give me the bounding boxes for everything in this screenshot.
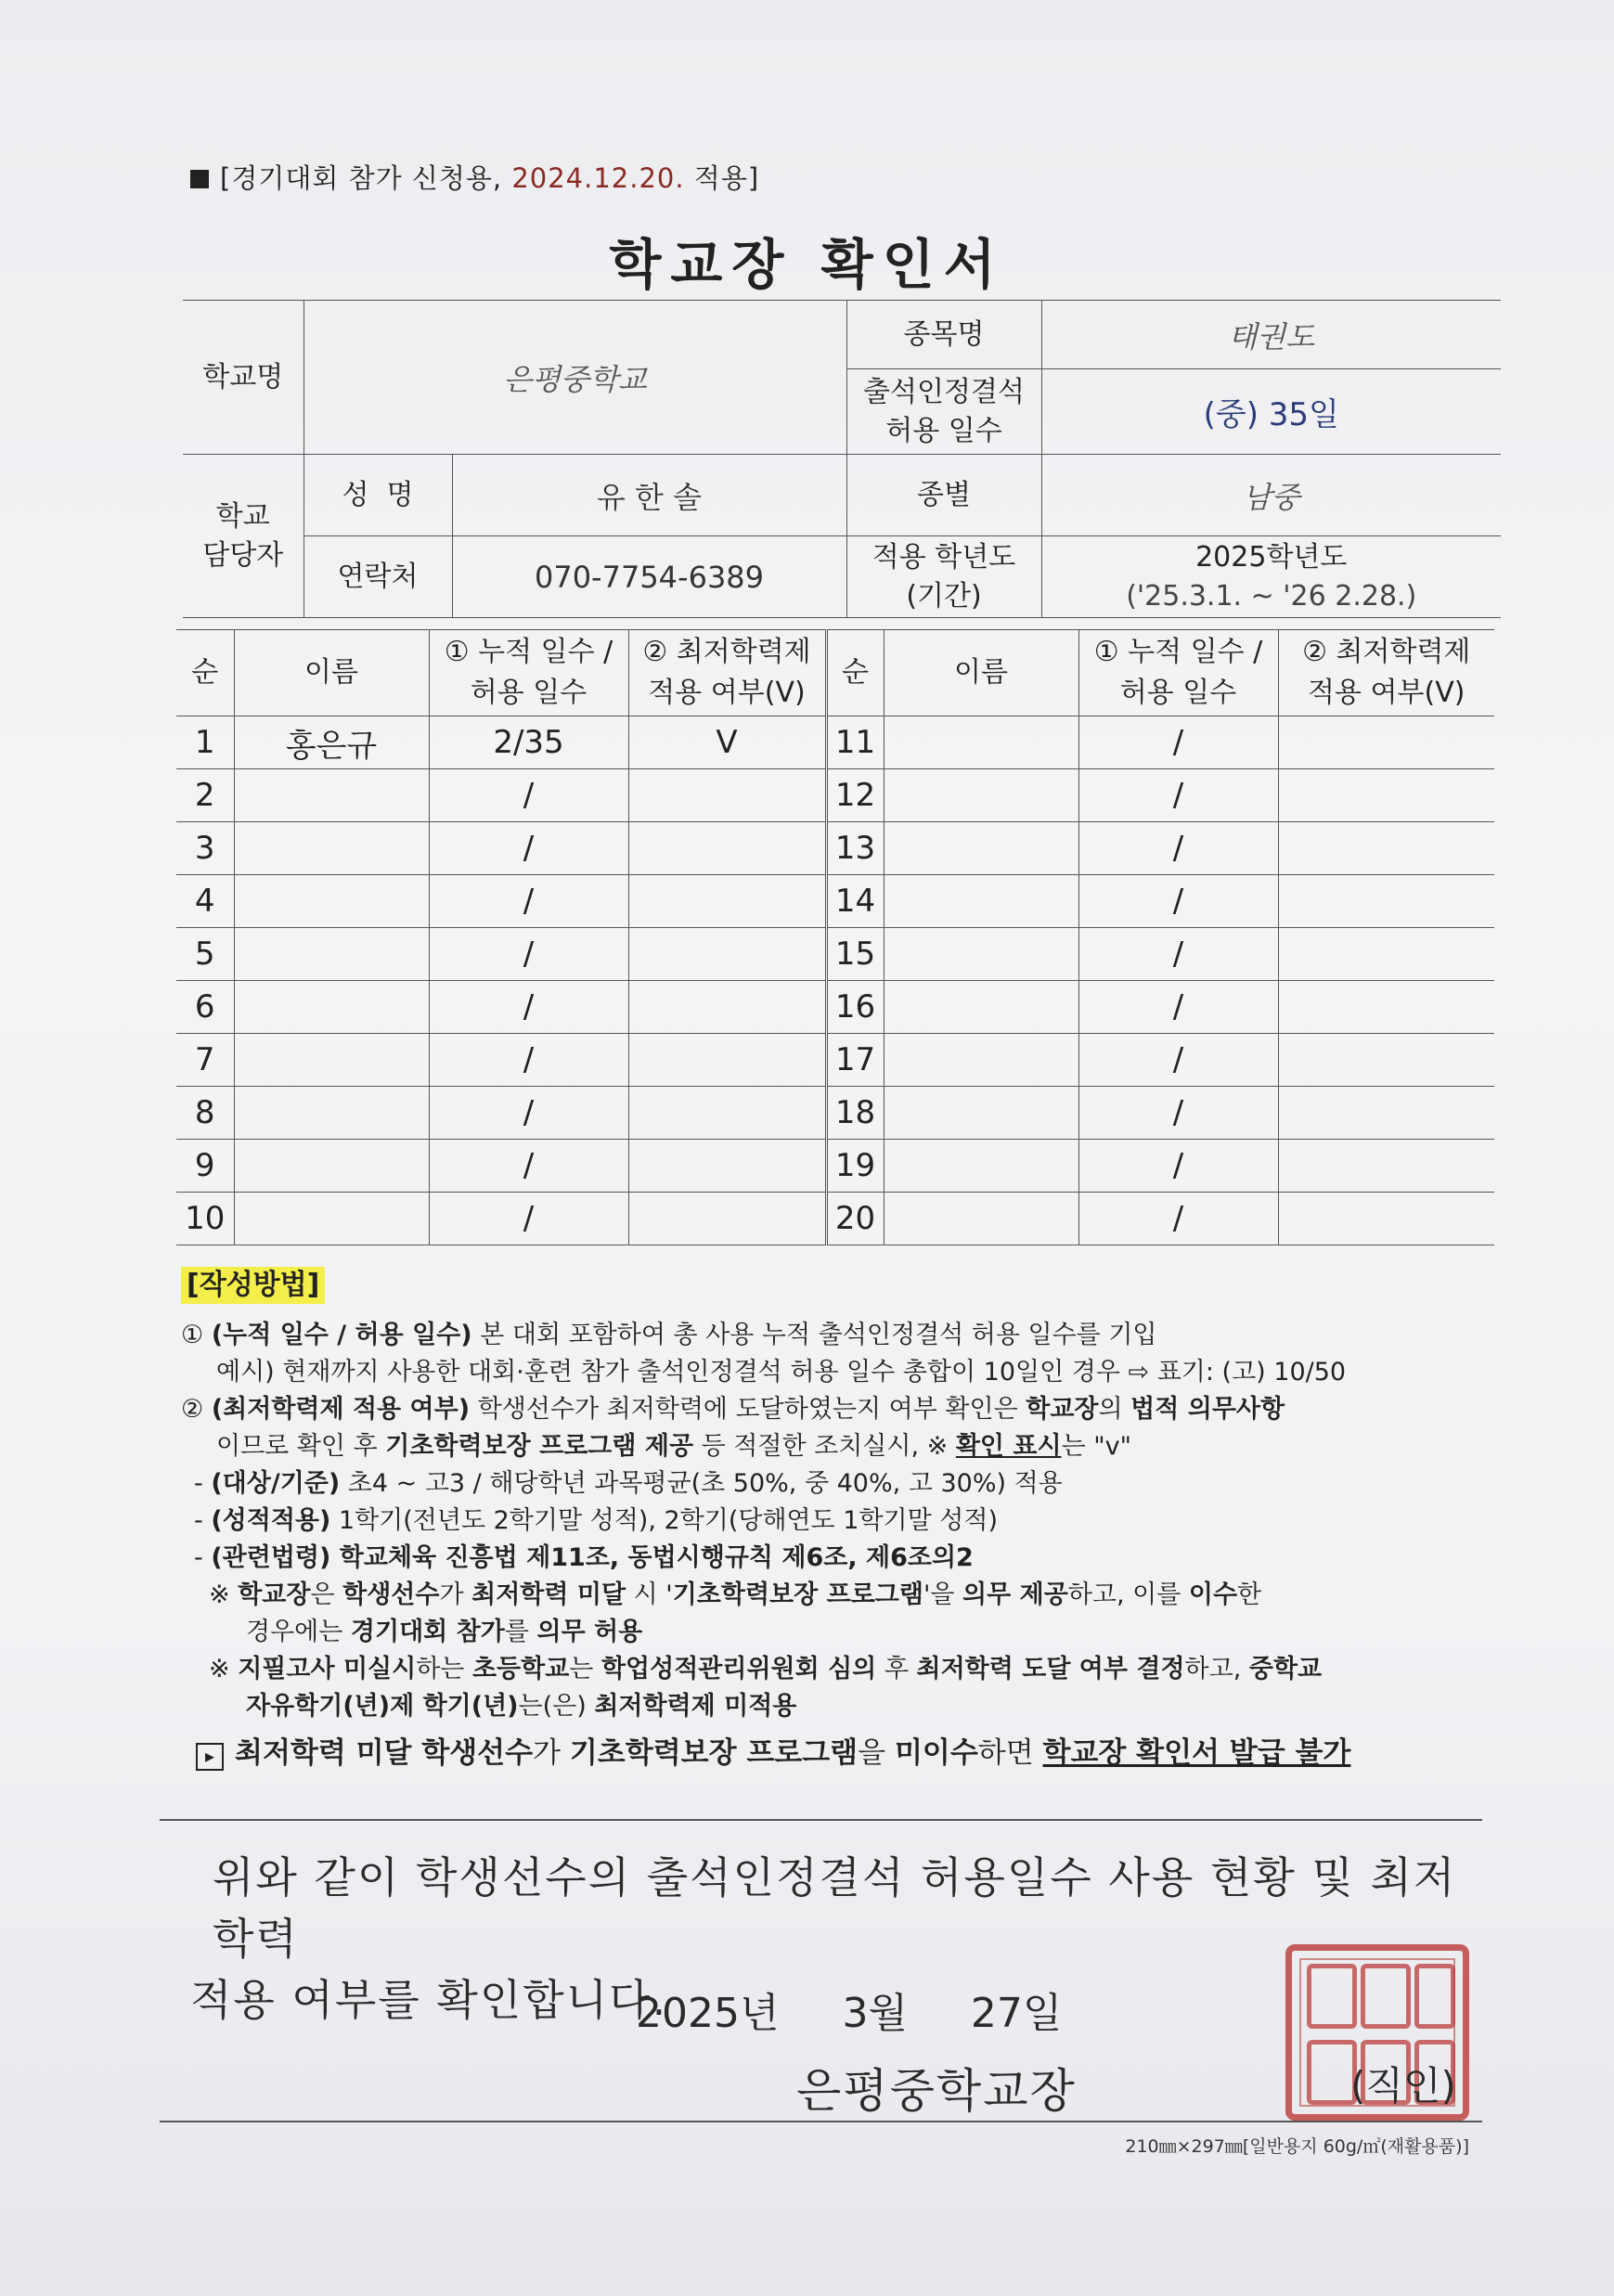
- note-2-b: 하는: [416, 1655, 472, 1683]
- note-2-c: 초등학교: [471, 1655, 570, 1683]
- student-name: [234, 1193, 429, 1245]
- note-2: ※ 지필고사 미실시하는 초등학교는 학업성적관리위원회 심의 후 최저학력 도달 여부 결정하고, 중학교: [209, 1655, 1323, 1683]
- header-no: 순: [176, 630, 234, 716]
- min-standard-check: [628, 1087, 826, 1140]
- table-row: [176, 822, 1494, 875]
- min-standard-check: V: [628, 716, 826, 769]
- note-1: ※ 학교장은 학생선수가 최저학력 미달 시 '기초학력보장 프로그램'을 의무 제공하고, 이를 이수한: [209, 1580, 1262, 1609]
- min-standard-check: [1278, 1034, 1494, 1087]
- days-used: 2/35: [429, 716, 628, 769]
- header-days-right-line1: ① 누적 일수 /: [1093, 636, 1263, 668]
- row-number: 19: [826, 1140, 884, 1193]
- instructions-title: [작성방법]: [181, 1267, 325, 1304]
- school-year-label-line2: (기간): [906, 579, 982, 613]
- student-name: [234, 822, 429, 875]
- contact-value: 070-7754-6389: [452, 536, 846, 618]
- student-name: [884, 769, 1078, 822]
- contact-label: 연락처: [303, 536, 452, 618]
- row-number: 7: [176, 1034, 234, 1087]
- min-standard-check: [1278, 928, 1494, 981]
- days-used: /: [429, 1193, 628, 1245]
- min-standard-check: [628, 1193, 826, 1245]
- days-used: /: [1078, 928, 1278, 981]
- school-year-label-line1: 적용 학년도: [872, 540, 1016, 574]
- min-standard-check: [628, 822, 826, 875]
- row-number: 16: [826, 981, 884, 1034]
- allowed-days-label-line1: 출석인정결석: [863, 375, 1025, 408]
- min-standard-check: [1278, 875, 1494, 928]
- category-label: 종별: [846, 455, 1041, 536]
- school-name-label: 학교명: [183, 301, 303, 455]
- note-1-g: 기초학력보장 프로그램: [672, 1580, 923, 1609]
- info-table: [183, 300, 1501, 618]
- days-used: /: [1078, 769, 1278, 822]
- school-name-value: 은평중학교: [303, 301, 846, 455]
- detail-grades-text: 1학기(전년도 2학기말 성적), 2학기(당해연도 1학기말 성적): [330, 1506, 998, 1535]
- header-min: [628, 630, 826, 716]
- student-name: [234, 875, 429, 928]
- days-used: /: [429, 875, 628, 928]
- header-min-right-line1: ② 최저학력제: [1302, 636, 1471, 668]
- student-name: [234, 1140, 429, 1193]
- detail-grades-bold: (성적적용): [211, 1506, 331, 1535]
- min-standard-check: [1278, 1140, 1494, 1193]
- instruction-2-bold: (최저학력제 적용 여부): [211, 1395, 471, 1424]
- row-number: 1: [176, 716, 234, 769]
- min-standard-check: [628, 928, 826, 981]
- detail-target-bold: (대상/기준): [211, 1469, 341, 1498]
- table-row: [176, 981, 1494, 1034]
- instruction-2-text-d: 등 적절한 조치실시, ※: [693, 1432, 956, 1461]
- row-number: 15: [826, 928, 884, 981]
- paper-spec-footer: 210㎜×297㎜[일반용지 60g/㎡(재활용품)]: [1125, 2136, 1469, 2157]
- school-year-label: [846, 536, 1041, 618]
- row-number: 8: [176, 1087, 234, 1140]
- header-days-line1: ① 누적 일수 /: [444, 636, 613, 668]
- student-name: [884, 1193, 1078, 1245]
- table-row: [176, 1140, 1494, 1193]
- student-name: 홍은규: [234, 716, 429, 769]
- min-standard-check: [628, 769, 826, 822]
- detail-grades: - (성적적용) 1학기(전년도 2학기말 성적), 2학기(당해연도 1학기말 성적): [194, 1506, 998, 1535]
- school-year-value: [1041, 536, 1501, 618]
- min-standard-check: [628, 1140, 826, 1193]
- note-2-f: 후: [876, 1655, 917, 1683]
- header-days-line2: 허용 일수: [470, 677, 587, 709]
- table-row: [176, 928, 1494, 981]
- note-1-f: 시 ': [626, 1580, 673, 1609]
- header-name-right: 이름: [884, 630, 1078, 716]
- note-1-n: 경기대회 참가: [350, 1618, 505, 1646]
- header-min-right-line2: 적용 여부(V): [1308, 677, 1466, 709]
- instruction-2-cont: [181, 1428, 1499, 1465]
- student-name: [884, 716, 1078, 769]
- note-1-o: 를: [504, 1618, 537, 1646]
- days-used: /: [429, 981, 628, 1034]
- row-number: 6: [176, 981, 234, 1034]
- min-standard-check: [1278, 716, 1494, 769]
- detail-law: - (관련법령) 학교체육 진흥법 제11조, 동법시행규칙 제6조, 제6조의2: [194, 1543, 974, 1572]
- note-2-k: 는(은): [518, 1692, 595, 1721]
- row-number: 14: [826, 875, 884, 928]
- row-number: 4: [176, 875, 234, 928]
- seal-mark: (직인): [1350, 2063, 1456, 2109]
- instruction-2: [181, 1391, 1499, 1428]
- days-used: /: [1078, 1087, 1278, 1140]
- note-1-j: 하고, 이를: [1067, 1580, 1189, 1609]
- student-name: [234, 981, 429, 1034]
- warning-line: [181, 1735, 1499, 1772]
- header-no-right: 순: [826, 630, 884, 716]
- instruction-2-text-a: 학생선수가 최저학력에 도달하였는지 여부 확인은: [470, 1395, 1027, 1424]
- warning-b: 가: [533, 1736, 570, 1770]
- note-2-g: 최저학력 도달 여부 결정: [916, 1655, 1185, 1683]
- note-2-j: 자유학기(년)제 학기(년): [246, 1692, 519, 1721]
- student-name: [884, 1140, 1078, 1193]
- days-used: /: [429, 928, 628, 981]
- instruction-2-num: ②: [181, 1395, 204, 1424]
- note-2-e: 학업성적관리위원회 심의: [600, 1655, 877, 1683]
- warning-a: 최저학력 미달 학생선수: [235, 1736, 534, 1770]
- days-used: /: [1078, 822, 1278, 875]
- detail-law-bold: (관련법령): [211, 1543, 331, 1572]
- principal-name: 은평중학교장: [796, 2064, 1077, 2118]
- header-days-right-line2: 허용 일수: [1119, 677, 1237, 709]
- row-number: 10: [176, 1193, 234, 1245]
- note-1-h: '을: [923, 1580, 963, 1609]
- min-standard-check: [628, 875, 826, 928]
- min-standard-check: [1278, 1193, 1494, 1245]
- manager-label-line2: 담당자: [202, 538, 284, 572]
- allowed-days-value: (중) 35일: [1041, 369, 1501, 455]
- days-used: /: [1078, 1193, 1278, 1245]
- days-used: /: [1078, 1140, 1278, 1193]
- note-2-h: 하고,: [1184, 1655, 1249, 1683]
- table-row: [176, 716, 1494, 769]
- warning-g: 학교장 확인서 발급 불가: [1042, 1736, 1351, 1770]
- divider-top: [160, 1819, 1482, 1821]
- note-1-cont: [181, 1614, 1499, 1651]
- min-standard-check: [1278, 822, 1494, 875]
- header-days: [429, 630, 628, 716]
- days-used: /: [1078, 716, 1278, 769]
- student-name: [884, 822, 1078, 875]
- allowed-days-label-line2: 허용 일수: [885, 414, 1002, 447]
- instruction-2-bold-2: 법적 의무사항: [1130, 1395, 1285, 1424]
- header-note-date: 2024.12.20.: [511, 162, 685, 194]
- header-name: 이름: [234, 630, 429, 716]
- row-number: 20: [826, 1193, 884, 1245]
- person-name-value: 유 한 솔: [452, 455, 846, 536]
- category-value: 남중: [1041, 455, 1501, 536]
- note-2-cont: [181, 1688, 1499, 1725]
- days-used: /: [429, 822, 628, 875]
- warning-e: 미이수: [894, 1736, 978, 1770]
- days-used: /: [1078, 875, 1278, 928]
- confirmation-line-2: 적용 여부를 확인합니다.: [190, 1975, 668, 2025]
- student-name: [884, 1087, 1078, 1140]
- event-label: 종목명: [846, 301, 1041, 369]
- student-name: [234, 1034, 429, 1087]
- student-name: [884, 928, 1078, 981]
- note-1-c: 학생선수: [342, 1580, 440, 1609]
- instruction-2-text-b: 의: [1098, 1395, 1131, 1424]
- min-standard-check: [1278, 981, 1494, 1034]
- row-number: 17: [826, 1034, 884, 1087]
- table-row: [176, 769, 1494, 822]
- days-used: /: [429, 1087, 628, 1140]
- school-year-period: ('25.3.1. ~ '26 2.28.): [1126, 579, 1417, 613]
- header-min-right: [1278, 630, 1494, 716]
- note-1-p: 의무 허용: [536, 1618, 643, 1646]
- instruction-2-text-c: 이므로 확인 후: [216, 1432, 386, 1461]
- roster-header-row: [176, 630, 1494, 716]
- student-name: [234, 769, 429, 822]
- header-note-suffix: 적용]: [684, 162, 760, 194]
- note-1-e: 최저학력 미달: [471, 1580, 626, 1609]
- instruction-1-bold: (누적 일수 / 허용 일수): [211, 1321, 472, 1349]
- confirmation-line-1: 위와 같이 학생선수의 출석인정결석 허용일수 사용 현황 및 최저학력: [213, 1852, 1457, 1964]
- instruction-1-example: 예시) 현재까지 사용한 대회·훈련 참가 출석인정결석 허용 일수 총합이 10일인 경우 ⇨ 표기: (고) 10/50: [216, 1358, 1347, 1387]
- note-2-d: 는: [569, 1655, 601, 1683]
- note-1-a: 학교장: [238, 1580, 311, 1609]
- student-roster-table: [176, 629, 1494, 1245]
- warning-f: 하면: [977, 1736, 1043, 1770]
- instruction-2-bold-1: 학교장: [1026, 1395, 1099, 1424]
- instruction-1: [181, 1317, 1499, 1354]
- min-standard-check: [1278, 769, 1494, 822]
- roster-body: [176, 716, 1494, 1245]
- min-standard-check: [628, 1034, 826, 1087]
- table-row: [176, 875, 1494, 928]
- header-min-line1: ② 최저학력제: [642, 636, 811, 668]
- row-number: 5: [176, 928, 234, 981]
- min-standard-check: [1278, 1087, 1494, 1140]
- warning-c: 기초학력보장 프로그램: [569, 1736, 859, 1770]
- event-value: 태권도: [1041, 301, 1501, 369]
- detail-target-text: 초4 ~ 고3 / 해당학년 과목평균(초 50%, 중 40%, 고 30%) 적용: [340, 1469, 1063, 1498]
- days-used: /: [429, 1034, 628, 1087]
- student-name: [884, 875, 1078, 928]
- instruction-2-bold-3: 기초학력보장 프로그램 제공: [385, 1432, 694, 1461]
- warning-d: 을: [858, 1736, 895, 1770]
- person-name-label: 성 명: [303, 455, 452, 536]
- note-1-k: 이수: [1188, 1580, 1238, 1609]
- signature-date: 2025년 3월 27일: [636, 1990, 1063, 2037]
- instruction-2-text-e: 는 "v": [1061, 1432, 1132, 1461]
- days-used: /: [429, 1140, 628, 1193]
- header-days-right: [1078, 630, 1278, 716]
- header-min-line2: 적용 여부(V): [648, 677, 806, 709]
- manager-label: [183, 455, 303, 618]
- arrow-box-icon: ▸: [196, 1743, 224, 1771]
- header-note: [190, 158, 759, 196]
- allowed-days-label: [846, 369, 1041, 455]
- row-number: 2: [176, 769, 234, 822]
- student-name: [234, 1087, 429, 1140]
- row-number: 13: [826, 822, 884, 875]
- note-1-d: 가: [439, 1580, 472, 1609]
- row-number: 12: [826, 769, 884, 822]
- note-1-m: 경우에는: [246, 1618, 351, 1646]
- table-row: [176, 1193, 1494, 1245]
- square-bullet-icon: [190, 170, 209, 188]
- days-used: /: [1078, 1034, 1278, 1087]
- student-name: [884, 981, 1078, 1034]
- manager-label-line1: 학교: [215, 499, 270, 533]
- header-note-prefix: [경기대회 참가 신청용,: [220, 162, 512, 194]
- detail-target: - (대상/기준) 초4 ~ 고3 / 해당학년 과목평균(초 50%, 중 40%, 고 30%) 적용: [194, 1469, 1063, 1498]
- note-2-a: 지필고사 미실시: [238, 1655, 417, 1683]
- divider-bottom: [160, 2121, 1482, 2122]
- table-row: [176, 1087, 1494, 1140]
- student-name: [884, 1034, 1078, 1087]
- min-standard-check: [628, 981, 826, 1034]
- instruction-2-bold-4: 확인 표시: [955, 1432, 1062, 1461]
- student-name: [234, 928, 429, 981]
- row-number: 9: [176, 1140, 234, 1193]
- note-1-i: 의무 제공: [962, 1580, 1068, 1609]
- note-2-i: 중학교: [1248, 1655, 1323, 1683]
- school-year: 2025학년도: [1195, 540, 1348, 574]
- row-number: 18: [826, 1087, 884, 1140]
- note-2-l: 최저학력제 미적용: [594, 1692, 797, 1721]
- detail-law-text: 학교체육 진흥법 제11조, 동법시행규칙 제6조, 제6조의2: [330, 1543, 974, 1572]
- days-used: /: [429, 769, 628, 822]
- note-1-l: 한: [1237, 1580, 1262, 1609]
- days-used: /: [1078, 981, 1278, 1034]
- row-number: 3: [176, 822, 234, 875]
- note-1-b: 은: [310, 1580, 343, 1609]
- instruction-1-text: 본 대회 포함하여 총 사용 누적 출석인정결석 허용 일수를 기입: [471, 1321, 1157, 1349]
- table-row: [176, 1034, 1494, 1087]
- row-number: 11: [826, 716, 884, 769]
- instructions-section: [181, 1267, 1499, 1772]
- document-title: 학교장 확인서: [609, 233, 1005, 296]
- instruction-1-num: ①: [181, 1321, 204, 1349]
